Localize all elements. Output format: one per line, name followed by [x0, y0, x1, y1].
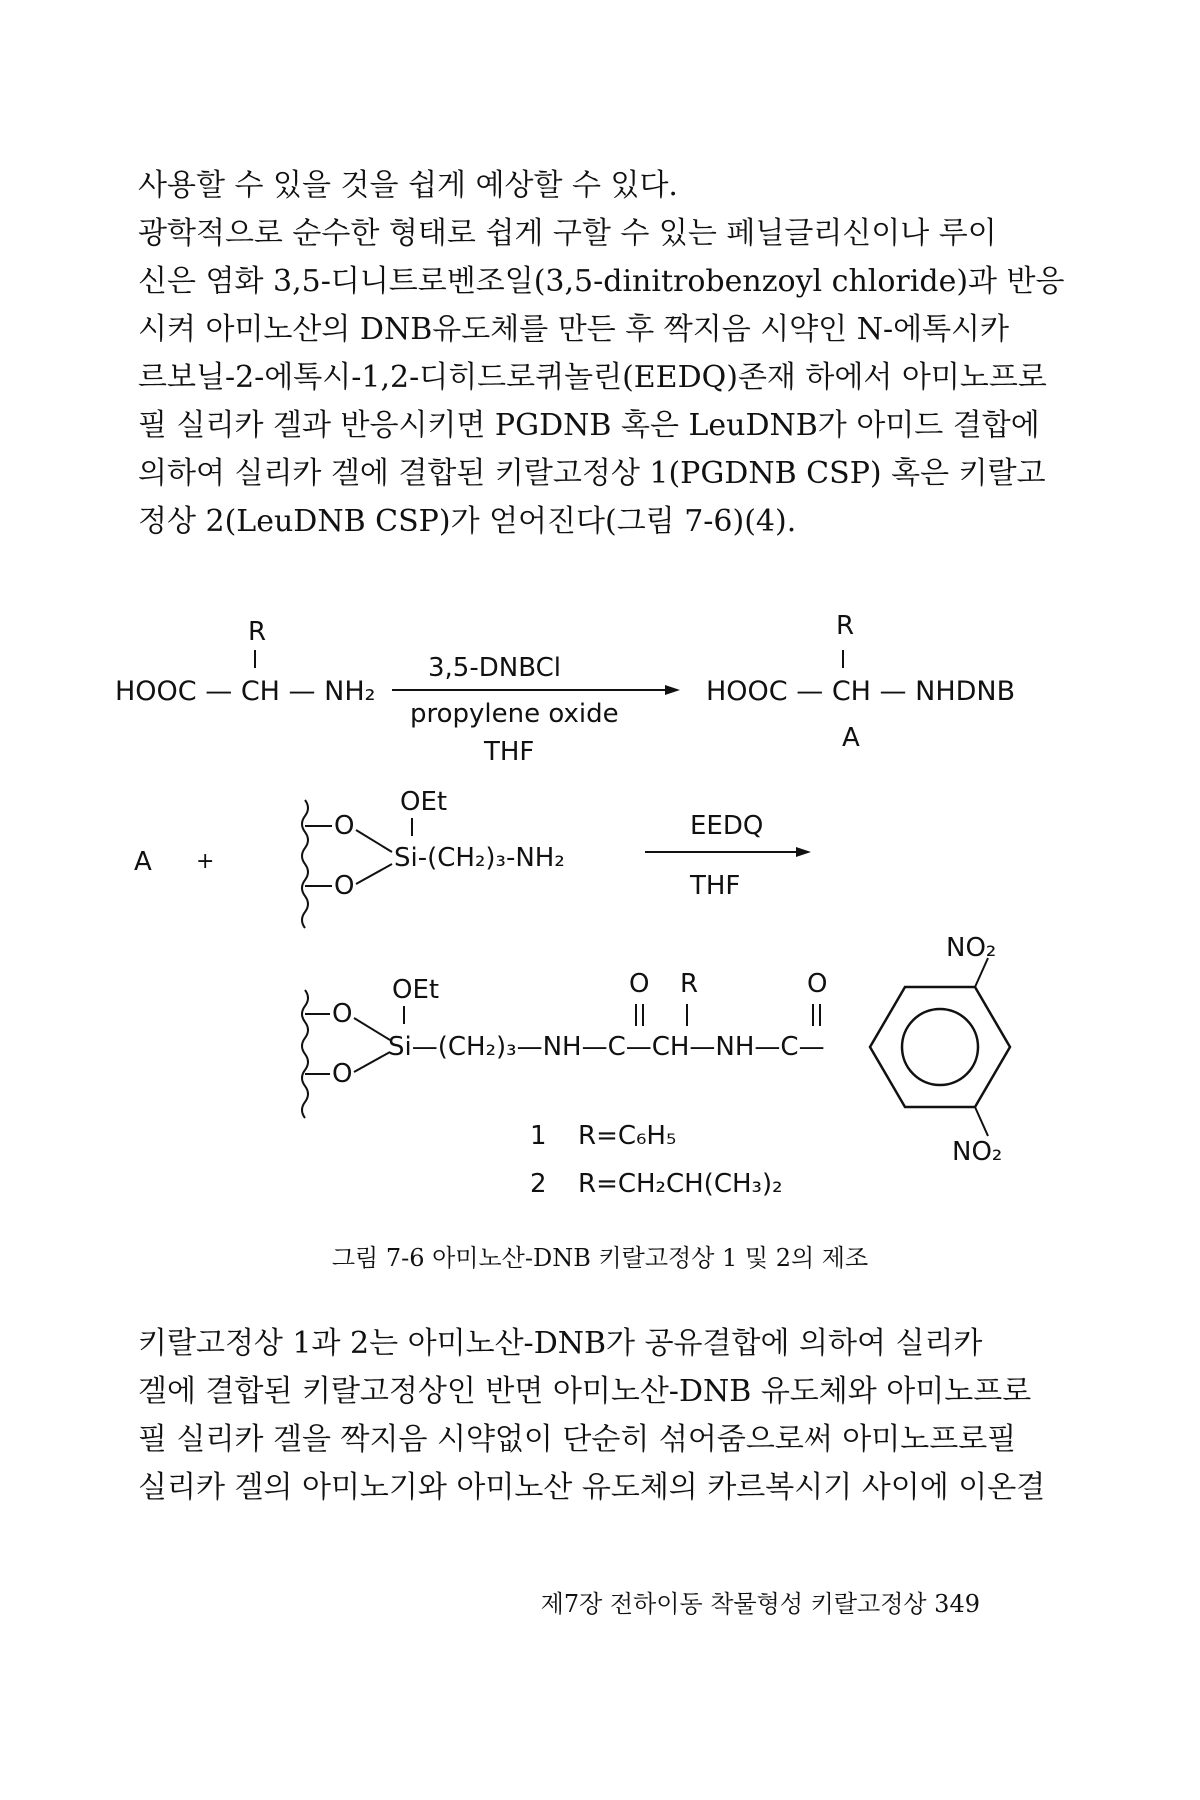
eedq-label: EEDQ — [690, 811, 764, 841]
text-line: 광학적으로 순수한 형태로 쉽게 구할 수 있는 페닐글리신이나 루이 — [138, 216, 997, 251]
no2-top: NO₂ — [946, 933, 997, 963]
legend-1: R=C₆H₅ — [578, 1121, 677, 1151]
oet-label: OEt — [400, 787, 448, 817]
carbonyl-o-1: O — [629, 969, 650, 999]
benzene-ring — [870, 987, 1010, 1107]
text-line: 겔에 결합된 키랄고정상인 반면 아미노산-DNB 유도체와 아미노프로 — [138, 1374, 1032, 1409]
r-label-reactant: R — [248, 617, 267, 647]
silica-surface-1 — [302, 800, 308, 928]
paragraph-bottom — [138, 1320, 1046, 1512]
text-line: 정상 2(LeuDNB CSP)가 얻어진다(그림 7-6)(4). — [138, 504, 797, 539]
final-chain: Si—(CH₂)₃—NH—C—CH—NH—C— — [388, 1032, 825, 1062]
step2-plus: + — [196, 849, 215, 874]
o-top: O — [334, 811, 355, 841]
legend-2: R=CH₂CH(CH₃)₂ — [578, 1169, 783, 1199]
text-line: 필 실리카 겔과 반응시키면 PGDNB 혹은 LeuDNB가 아미드 결합에 — [138, 408, 1040, 443]
step2-a: A — [134, 847, 152, 877]
reactant: HOOC — CH — NH₂ — [115, 676, 376, 707]
o-bottom: O — [334, 871, 355, 901]
carbonyl-o-2: O — [807, 969, 828, 999]
thf-label-2: THF — [690, 871, 741, 901]
reagent-bottom-1: propylene oxide — [410, 699, 619, 729]
product: HOOC — CH — NHDNB — [706, 676, 1016, 707]
text-line: 시켜 아미노산의 DNB유도체를 만든 후 짝지음 시약인 N-에톡시카 — [138, 312, 1010, 347]
o-top-2: O — [332, 999, 353, 1029]
r-label-final: R — [680, 969, 699, 999]
reagent-bottom-2: THF — [484, 737, 535, 767]
silane: Si-(CH₂)₃-NH₂ — [394, 843, 565, 873]
text-line: 필 실리카 겔을 짝지음 시약없이 단순히 섞어줌으로써 아미노프로필 — [138, 1422, 1017, 1457]
figure-caption: 그림 7-6 아미노산-DNB 키랄고정상 1 및 2의 제조 — [331, 1244, 869, 1272]
legend-2-num: 2 — [530, 1169, 547, 1199]
oet-label-2: OEt — [392, 975, 440, 1005]
text-line: 르보닐-2-에톡시-1,2-디히드로퀴놀린(EEDQ)존재 하에서 아미노프로 — [138, 360, 1047, 395]
r-label-product: R — [836, 611, 855, 641]
product-label: A — [842, 723, 860, 753]
legend-1-num: 1 — [530, 1121, 547, 1151]
no2-bottom: NO₂ — [952, 1137, 1003, 1167]
page-footer: 제7장 전하이동 착물형성 키랄고정상 349 — [540, 1590, 980, 1618]
text-line: 사용할 수 있을 것을 쉽게 예상할 수 있다. — [138, 168, 678, 203]
text-line: 실리카 겔의 아미노기와 아미노산 유도체의 카르복시기 사이에 이온결 — [138, 1470, 1046, 1505]
silica-surface-2 — [302, 990, 308, 1118]
text-line: 신은 염화 3,5-디니트로벤조일(3,5-dinitrobenzoyl chloride)과 반응 — [138, 264, 1065, 299]
text-line: 키랄고정상 1과 2는 아미노산-DNB가 공유결합에 의하여 실리카 — [138, 1326, 983, 1361]
o-bottom-2: O — [332, 1059, 353, 1089]
text-line: 의하여 실리카 겔에 결합된 키랄고정상 1(PGDNB CSP) 혹은 키랄고 — [138, 456, 1046, 491]
reagent-top: 3,5-DNBCl — [428, 653, 561, 683]
